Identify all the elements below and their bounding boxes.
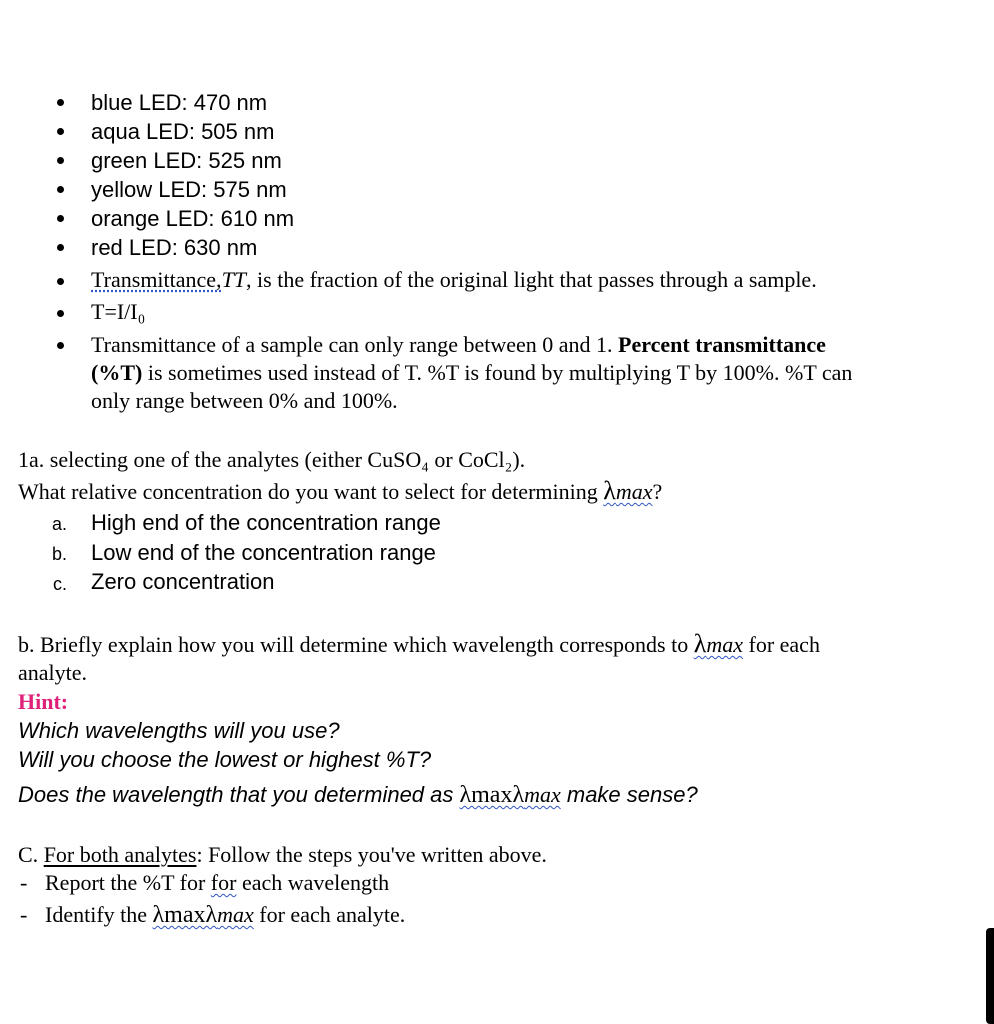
scrollbar[interactable] — [986, 928, 994, 1024]
transmittance-definition — [91, 266, 817, 294]
lambda-symbol: λ — [603, 476, 616, 505]
lambda-max — [603, 476, 653, 505]
range-line-3: only range between 0% and 100%. — [91, 388, 398, 413]
lambda-max-text: λmaxλ — [459, 782, 525, 808]
list-item: red LED: 630 nm — [91, 235, 258, 260]
list-item: blue LED: 470 nm — [91, 90, 268, 115]
duplicate-word: for — [210, 870, 237, 895]
question-1c-item1 — [45, 869, 389, 897]
option-letter: b. — [52, 544, 68, 564]
option-a[interactable]: High end of the concentration range — [91, 510, 441, 535]
dash: - — [20, 902, 28, 927]
max-subscript: max — [217, 902, 254, 927]
hint-label: Hint: — [18, 689, 69, 714]
transmittance-symbol: TT — [221, 267, 247, 292]
bullet — [57, 342, 64, 349]
list-item: aqua LED: 505 nm — [91, 119, 275, 144]
range-line-1 — [91, 331, 826, 359]
item-text: for each analyte. — [253, 902, 406, 927]
list-item: yellow LED: 575 nm — [91, 177, 287, 202]
question-label: C. — [18, 842, 44, 867]
max-subscript: max — [524, 782, 561, 807]
option-letter: a. — [52, 514, 68, 534]
question-text: : Follow the steps you've written above. — [196, 842, 547, 867]
transmittance-formula: T=I/I₀ — [91, 299, 146, 324]
question-mark: ? — [652, 479, 663, 504]
dash: - — [20, 870, 28, 895]
hint-text: make sense? — [560, 782, 698, 807]
lambda-symbol: λ — [693, 629, 707, 658]
question-1b-line1 — [18, 630, 820, 659]
bullet — [57, 99, 64, 106]
max-subscript: max — [706, 632, 743, 657]
percent-t-term: (%T) — [91, 360, 143, 385]
question-text: What relative concentration do you want to select for determining — [18, 479, 604, 504]
list-item: green LED: 525 nm — [91, 148, 282, 173]
item-text: Identify the — [45, 902, 153, 927]
range-text: is sometimes used instead of T. %T is found by multiplying T by 100%. %T can — [142, 360, 853, 385]
option-letter: c. — [53, 574, 68, 594]
question-1c-line1 — [18, 841, 547, 869]
item-text: Report the %T for — [45, 870, 211, 895]
bullet — [57, 186, 64, 193]
item-text: each wavelength — [236, 870, 390, 895]
question-1a-line2 — [18, 477, 662, 506]
question-1b-line2: analyte. — [18, 660, 88, 685]
bullet — [57, 278, 64, 285]
question-text: for each — [743, 632, 820, 657]
transmittance-link[interactable]: Transmittance, — [91, 267, 222, 292]
lambda-max-token — [460, 782, 561, 807]
list-item: orange LED: 610 nm — [91, 206, 295, 231]
range-text: Transmittance of a sample can only range between 0 and 1. — [91, 332, 619, 357]
max-subscript: max — [615, 479, 653, 504]
question-1a-line1: 1a. selecting one of the analytes (either CuSO₄ or CoCl₂). — [18, 447, 526, 472]
hint-question-1: Which wavelengths will you use? — [18, 718, 340, 743]
bullet — [57, 128, 64, 135]
option-c[interactable]: Zero concentration — [91, 569, 275, 594]
lambda-max-token — [153, 902, 254, 927]
bullet — [57, 310, 64, 317]
lambda-max — [693, 629, 743, 658]
range-line-2 — [91, 359, 852, 387]
for-both-analytes: For both analytes — [43, 842, 197, 867]
bullet — [57, 157, 64, 164]
question-1c-item2 — [45, 901, 405, 929]
question-text: b. Briefly explain how you will determine which wavelength corresponds to — [18, 632, 694, 657]
bullet — [57, 215, 64, 222]
percent-transmittance-term: Percent transmittance — [618, 332, 826, 357]
hint-text: Does the wavelength that you determined as — [18, 782, 460, 807]
lambda-max-text: λmaxλ — [152, 902, 218, 928]
transmittance-rest: , is the fraction of the original light that passes through a sample. — [246, 267, 817, 292]
option-b[interactable]: Low end of the concentration range — [91, 540, 436, 565]
hint-question-2: Will you choose the lowest or highest %T? — [18, 747, 432, 772]
hint-question-3 — [18, 780, 698, 810]
bullet — [57, 244, 64, 251]
